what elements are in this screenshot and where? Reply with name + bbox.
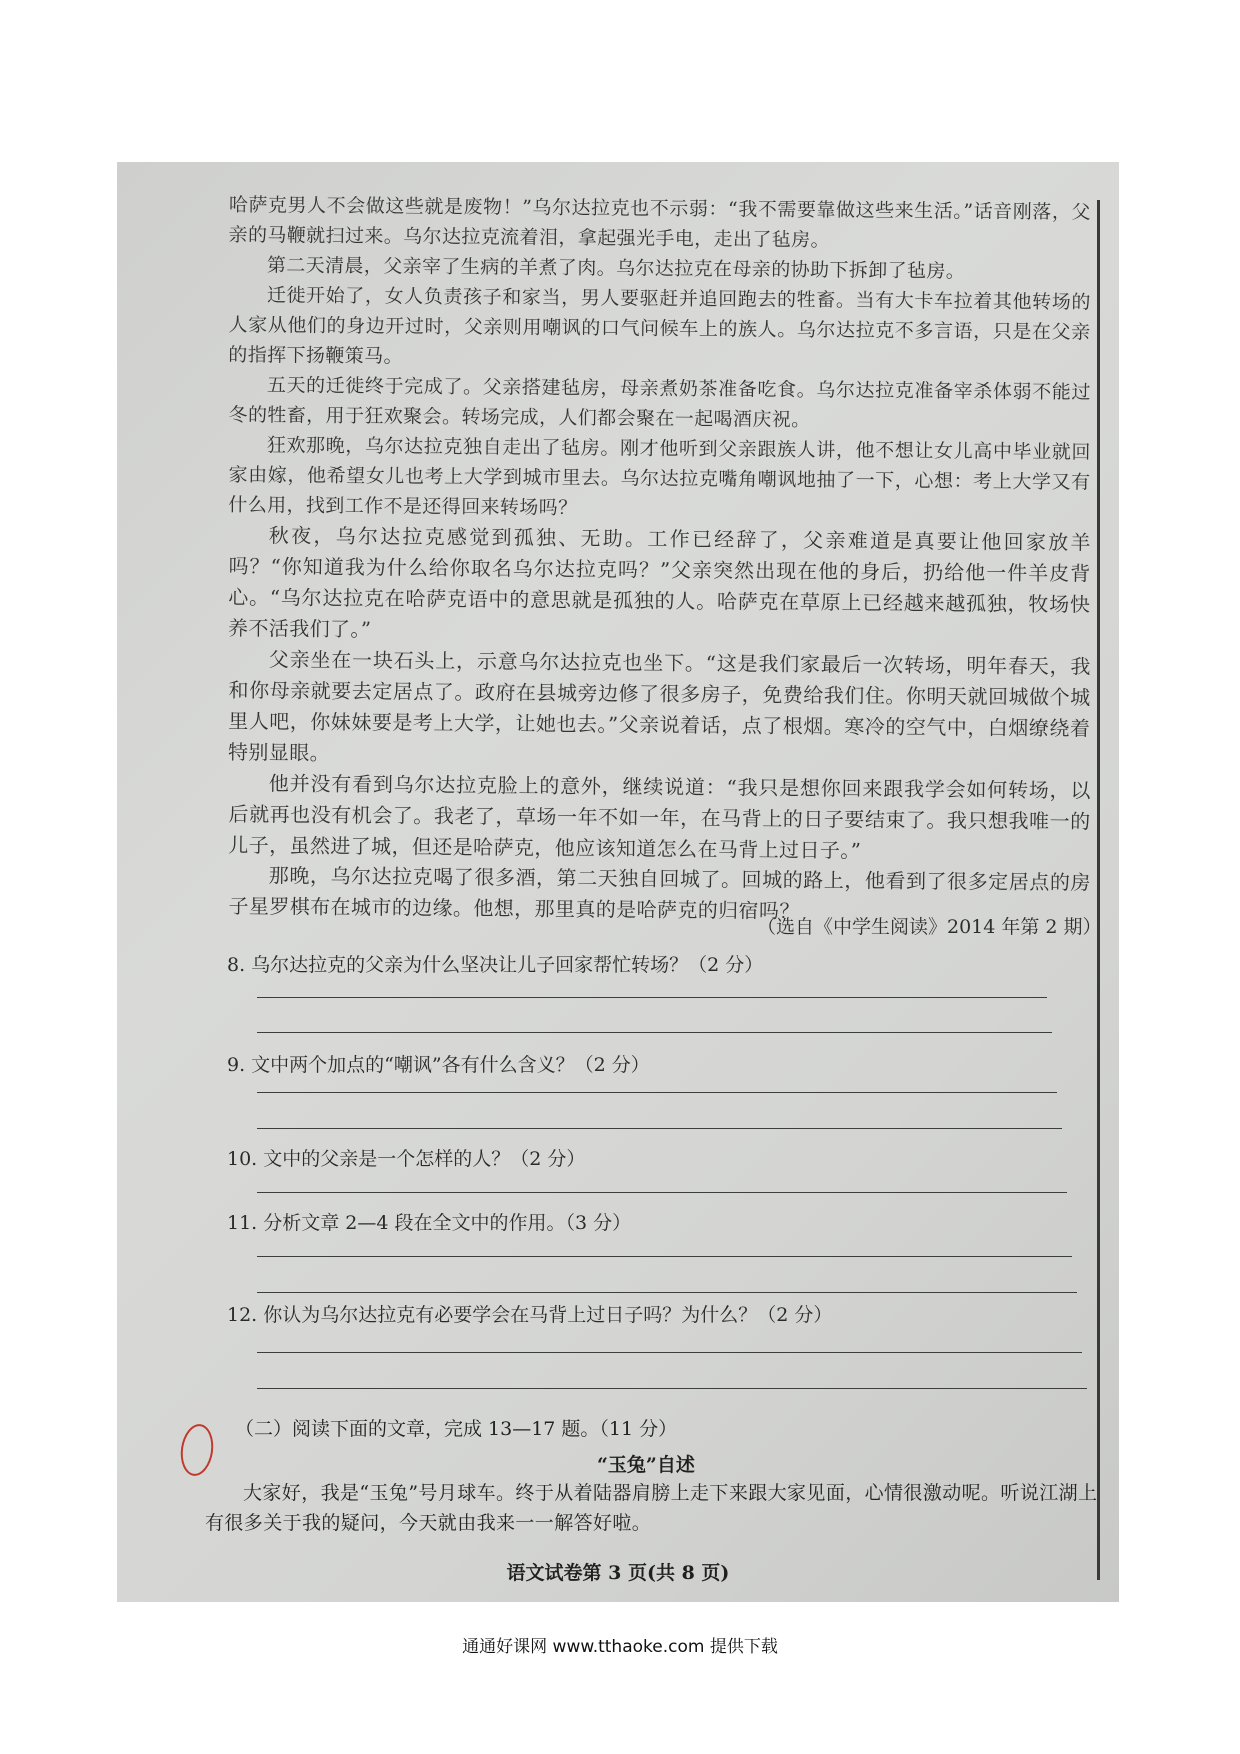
scanned-page-photo <box>117 162 1119 1602</box>
passage-source: （选自《中学生阅读》2014 年第 2 期） <box>757 916 1102 938</box>
handwritten-red-circle-mark <box>178 1422 217 1478</box>
passage-paragraph: 秋夜，乌尔达拉克感觉到孤独、无助。工作已经辞了，父亲难道是真要让他回家放羊吗？“你知道我为什么给你取名乌尔达拉克吗？”父亲突然出现在他的身后，扔给他一件羊皮背心。“乌尔达拉克在哈萨克语中的意思就是孤独的人。哈萨克在草原上已经越来越孤独，牧场快养不活我们了。” <box>227 523 1091 642</box>
question-10: 10. 文中的父亲是一个怎样的人？（2 分） <box>227 1148 586 1170</box>
passage-paragraph: 五天的迁徙终于完成了。父亲搭建毡房，母亲煮奶茶准备吃食。乌尔达拉克准备宰杀体弱不能过冬的牲畜，用于狂欢聚会。转场完成，人们都会聚在一起喝酒庆祝。 <box>228 374 1091 432</box>
essay-title: “玉兔”自述 <box>597 1454 695 1476</box>
answer-line[interactable] <box>257 1256 1072 1257</box>
passage-paragraph: 第二天清晨，父亲宰了生病的羊煮了肉。乌尔达拉克在母亲的协助下拆卸了毡房。 <box>266 254 966 283</box>
question-11: 11. 分析文章 2—4 段在全文中的作用。（3 分） <box>227 1212 632 1234</box>
answer-line[interactable] <box>257 997 1047 998</box>
answer-line[interactable] <box>257 1292 1077 1293</box>
essay-paragraph: 大家好，我是“玉兔”号月球车。终于从着陆器肩膀上走下来跟大家见面，心情很激动呢。听说江湖上有很多关于我的疑问，今天就由我来一一解答好啦。 <box>205 1482 1098 1534</box>
question-12: 12. 你认为乌尔达拉克有必要学会在马背上过日子吗？为什么？（2 分） <box>227 1304 833 1326</box>
answer-line[interactable] <box>257 1388 1087 1389</box>
page-number-footer: 语文试卷第 3 页(共 8 页) <box>506 1562 730 1584</box>
answer-line[interactable] <box>257 1128 1062 1129</box>
download-site-footer: 通通好课网 www.tthaoke.com 提供下载 <box>462 1637 778 1657</box>
section-2-heading: （二）阅读下面的文章，完成 13—17 题。（11 分） <box>235 1418 678 1440</box>
passage-paragraph: 狂欢那晚，乌尔达拉克独自走出了毡房。刚才他听到父亲跟族人讲，他不想让女儿高中毕业就回家由嫁，他希望女儿也考上大学到城市里去。乌尔达拉克嘴角嘲讽地抽了一下，心想：考上大学又有什么用，找到工作不是还得回来转场吗？ <box>228 434 1091 520</box>
passage-paragraph: 哈萨克男人不会做这些就是废物！”乌尔达拉克也不示弱：“我不需要靠做这些来生活。”话音刚落，父亲的马鞭就扫过来。乌尔达拉克流着泪，拿起强光手电，走出了毡房。 <box>228 193 1091 252</box>
passage-paragraph: 他并没有看到乌尔达拉克脸上的意外，继续说道：“我只是想你回来跟我学会如何转场，以后就再也没有机会了。我老了，草场一年不如一年，在马背上的日子要结束了。我只想我唯一的儿子，虽然进了城，但还是哈萨克，他应该知道怎么在马背上过日子。” <box>228 771 1091 863</box>
answer-line[interactable] <box>257 1352 1082 1353</box>
answer-line[interactable] <box>257 1092 1057 1093</box>
passage-paragraph: 迁徙开始了，女人负责孩子和家当，男人要驱赶并追回跑去的牲畜。当有大卡车拉着其他转场的人家从他们的身边开过时，父亲则用嘲讽的口气问候车上的族人。乌尔达拉克不多言语，只是在父亲的指挥下扬鞭策马。 <box>228 284 1091 368</box>
answer-line[interactable] <box>257 1192 1067 1193</box>
question-9: 9. 文中两个加点的“嘲讽”各有什么含义？（2 分） <box>227 1054 650 1076</box>
answer-line[interactable] <box>257 1032 1052 1033</box>
page-border <box>1097 200 1100 1580</box>
passage-paragraph: 父亲坐在一块石头上，示意乌尔达拉克也坐下。“这是我们家最后一次转场，明年春天，我和你母亲就要去定居点了。政府在县城旁边修了很多房子，免费给我们住。你明天就回城做个城里人吧，你妹妹要是考上大学，让她也去。”父亲说着话，点了根烟。寒冷的空气中，白烟缭绕着特别显眼。 <box>227 647 1091 765</box>
passage-paragraph: 那晚，乌尔达拉克喝了很多酒，第二天独自回城了。回城的路上，他看到了很多定居点的房子星罗棋布在城市的边缘。他想，那里真的是哈萨克的归宿吗？ <box>228 863 1091 923</box>
question-8: 8. 乌尔达拉克的父亲为什么坚决让儿子回家帮忙转场？（2 分） <box>227 954 764 976</box>
exam-paper <box>117 162 1119 1602</box>
